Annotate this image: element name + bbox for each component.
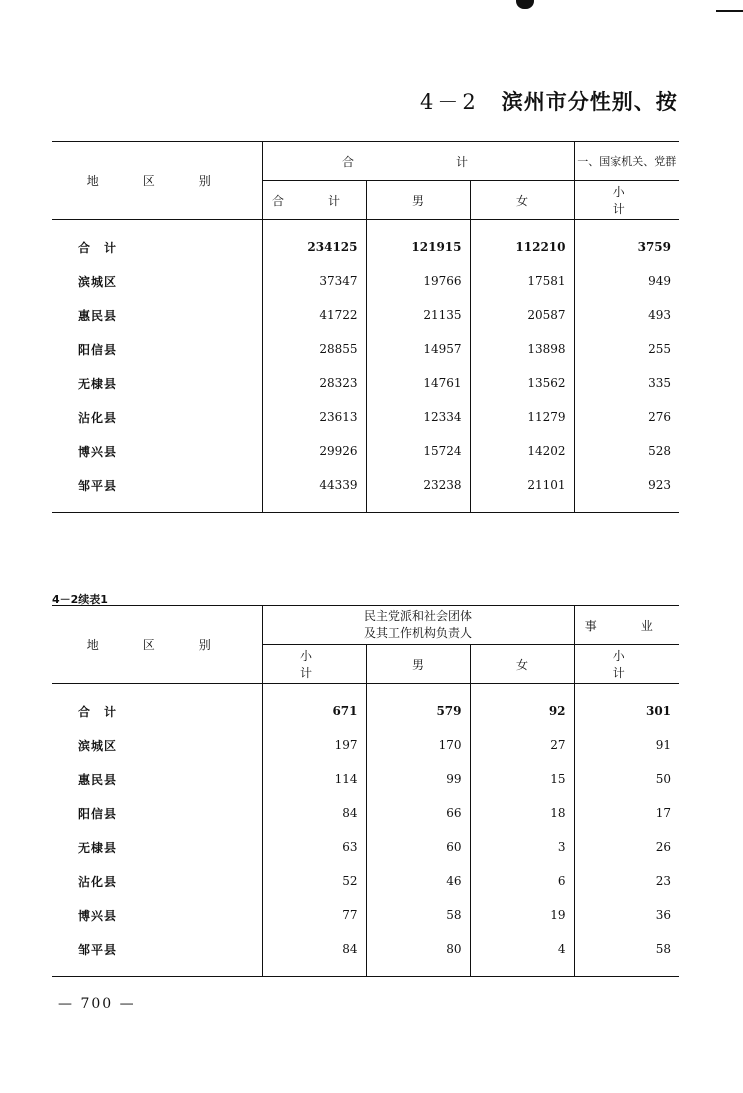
value-cell: 170 — [366, 728, 470, 762]
region-name: 博兴县 — [78, 444, 118, 459]
group-header-govt: 一、国家机关、党群 — [574, 142, 679, 181]
value-cell: 21101 — [470, 468, 574, 502]
region-name: 合 计 — [78, 240, 118, 255]
value-cell: 301 — [574, 694, 679, 728]
region-name: 邹平县 — [78, 942, 118, 957]
value-cell: 28323 — [262, 366, 366, 400]
region-header: 地 区 别 — [86, 174, 227, 188]
table-row — [52, 932, 679, 966]
value-cell: 58 — [574, 932, 679, 966]
value-cell: 112210 — [470, 230, 574, 264]
value-cell: 234125 — [262, 230, 366, 264]
subheader-male: 男 — [366, 645, 470, 684]
value-cell: 255 — [574, 332, 679, 366]
table-continued-body — [52, 694, 679, 966]
table-row — [52, 298, 679, 332]
value-cell: 19766 — [366, 264, 470, 298]
value-cell: 17 — [574, 796, 679, 830]
table-main — [52, 141, 697, 513]
scan-edge-line — [716, 10, 743, 12]
table-row — [52, 332, 679, 366]
value-cell: 528 — [574, 434, 679, 468]
value-cell: 14202 — [470, 434, 574, 468]
table-row — [52, 400, 679, 434]
group-header-line2: 及其工作机构负责人 — [364, 626, 473, 640]
value-cell: 3759 — [574, 230, 679, 264]
region-name: 无棣县 — [78, 840, 118, 855]
value-cell: 44339 — [262, 468, 366, 502]
table-row — [52, 898, 679, 932]
value-cell: 84 — [262, 796, 366, 830]
value-cell: 50 — [574, 762, 679, 796]
region-name: 滨城区 — [78, 738, 118, 753]
table-number: 4－2 — [420, 90, 480, 114]
value-cell: 12334 — [366, 400, 470, 434]
page-title — [420, 86, 678, 116]
value-cell: 28855 — [262, 332, 366, 366]
value-cell: 493 — [574, 298, 679, 332]
value-cell: 99 — [366, 762, 470, 796]
value-cell: 579 — [366, 694, 470, 728]
group-header-enterprise: 事 业 — [574, 606, 679, 645]
value-cell: 13562 — [470, 366, 574, 400]
value-cell: 18 — [470, 796, 574, 830]
value-cell: 4 — [470, 932, 574, 966]
region-name: 阳信县 — [78, 806, 118, 821]
value-cell: 63 — [262, 830, 366, 864]
value-cell: 92 — [470, 694, 574, 728]
region-name: 博兴县 — [78, 908, 118, 923]
group-header-line1: 民主党派和社会团体 — [364, 609, 473, 623]
table-main-body — [52, 230, 679, 502]
region-name: 滨城区 — [78, 274, 118, 289]
value-cell: 923 — [574, 468, 679, 502]
value-cell: 21135 — [366, 298, 470, 332]
table-row — [52, 728, 679, 762]
value-cell: 23238 — [366, 468, 470, 502]
value-cell: 52 — [262, 864, 366, 898]
region-header: 地 区 别 — [86, 638, 227, 652]
region-name: 惠民县 — [78, 772, 118, 787]
value-cell: 14957 — [366, 332, 470, 366]
value-cell: 20587 — [470, 298, 574, 332]
value-cell: 46 — [366, 864, 470, 898]
value-cell: 17581 — [470, 264, 574, 298]
value-cell: 84 — [262, 932, 366, 966]
value-cell: 27 — [470, 728, 574, 762]
continued-label: 4－2续表1 — [52, 593, 108, 606]
value-cell: 36 — [574, 898, 679, 932]
value-cell: 276 — [574, 400, 679, 434]
region-name: 邹平县 — [78, 478, 118, 493]
value-cell: 335 — [574, 366, 679, 400]
value-cell: 23613 — [262, 400, 366, 434]
region-name: 无棣县 — [78, 376, 118, 391]
value-cell: 114 — [262, 762, 366, 796]
value-cell: 949 — [574, 264, 679, 298]
table-row — [52, 830, 679, 864]
value-cell: 29926 — [262, 434, 366, 468]
value-cell: 671 — [262, 694, 366, 728]
region-name: 阳信县 — [78, 342, 118, 357]
subheader-total: 合 计 — [262, 181, 366, 220]
value-cell: 3 — [470, 830, 574, 864]
subheader-subtotal: 小 计 — [262, 645, 366, 684]
value-cell: 41722 — [262, 298, 366, 332]
region-name: 惠民县 — [78, 308, 118, 323]
table-row — [52, 864, 679, 898]
value-cell: 66 — [366, 796, 470, 830]
table-row — [52, 434, 679, 468]
page-number: — 700 — — [58, 996, 136, 1012]
subheader-female: 女 — [470, 645, 574, 684]
region-name: 沾化县 — [78, 874, 118, 889]
table-row — [52, 468, 679, 502]
value-cell: 13898 — [470, 332, 574, 366]
table-row — [52, 264, 679, 298]
value-cell: 15 — [470, 762, 574, 796]
table-continued — [52, 605, 697, 977]
group-header-democratic — [262, 606, 574, 645]
region-name: 沾化县 — [78, 410, 118, 425]
value-cell: 6 — [470, 864, 574, 898]
table-row — [52, 762, 679, 796]
table-row — [52, 366, 679, 400]
value-cell: 197 — [262, 728, 366, 762]
group-header-total: 合 计 — [262, 142, 574, 181]
value-cell: 80 — [366, 932, 470, 966]
value-cell: 23 — [574, 864, 679, 898]
value-cell: 37347 — [262, 264, 366, 298]
subheader-male: 男 — [366, 181, 470, 220]
table-row — [52, 796, 679, 830]
scan-blot — [516, 0, 534, 9]
region-name: 合 计 — [78, 704, 118, 719]
value-cell: 26 — [574, 830, 679, 864]
value-cell: 60 — [366, 830, 470, 864]
value-cell: 91 — [574, 728, 679, 762]
value-cell: 58 — [366, 898, 470, 932]
value-cell: 77 — [262, 898, 366, 932]
value-cell: 14761 — [366, 366, 470, 400]
subheader-subtotal: 小 计 — [574, 181, 679, 220]
value-cell: 19 — [470, 898, 574, 932]
table-title: 滨州市分性别、按 — [501, 89, 678, 114]
subheader-female: 女 — [470, 181, 574, 220]
value-cell: 121915 — [366, 230, 470, 264]
table-row — [52, 230, 679, 264]
table-row — [52, 694, 679, 728]
subheader-subtotal-2: 小 计 — [574, 645, 679, 684]
value-cell: 15724 — [366, 434, 470, 468]
value-cell: 11279 — [470, 400, 574, 434]
